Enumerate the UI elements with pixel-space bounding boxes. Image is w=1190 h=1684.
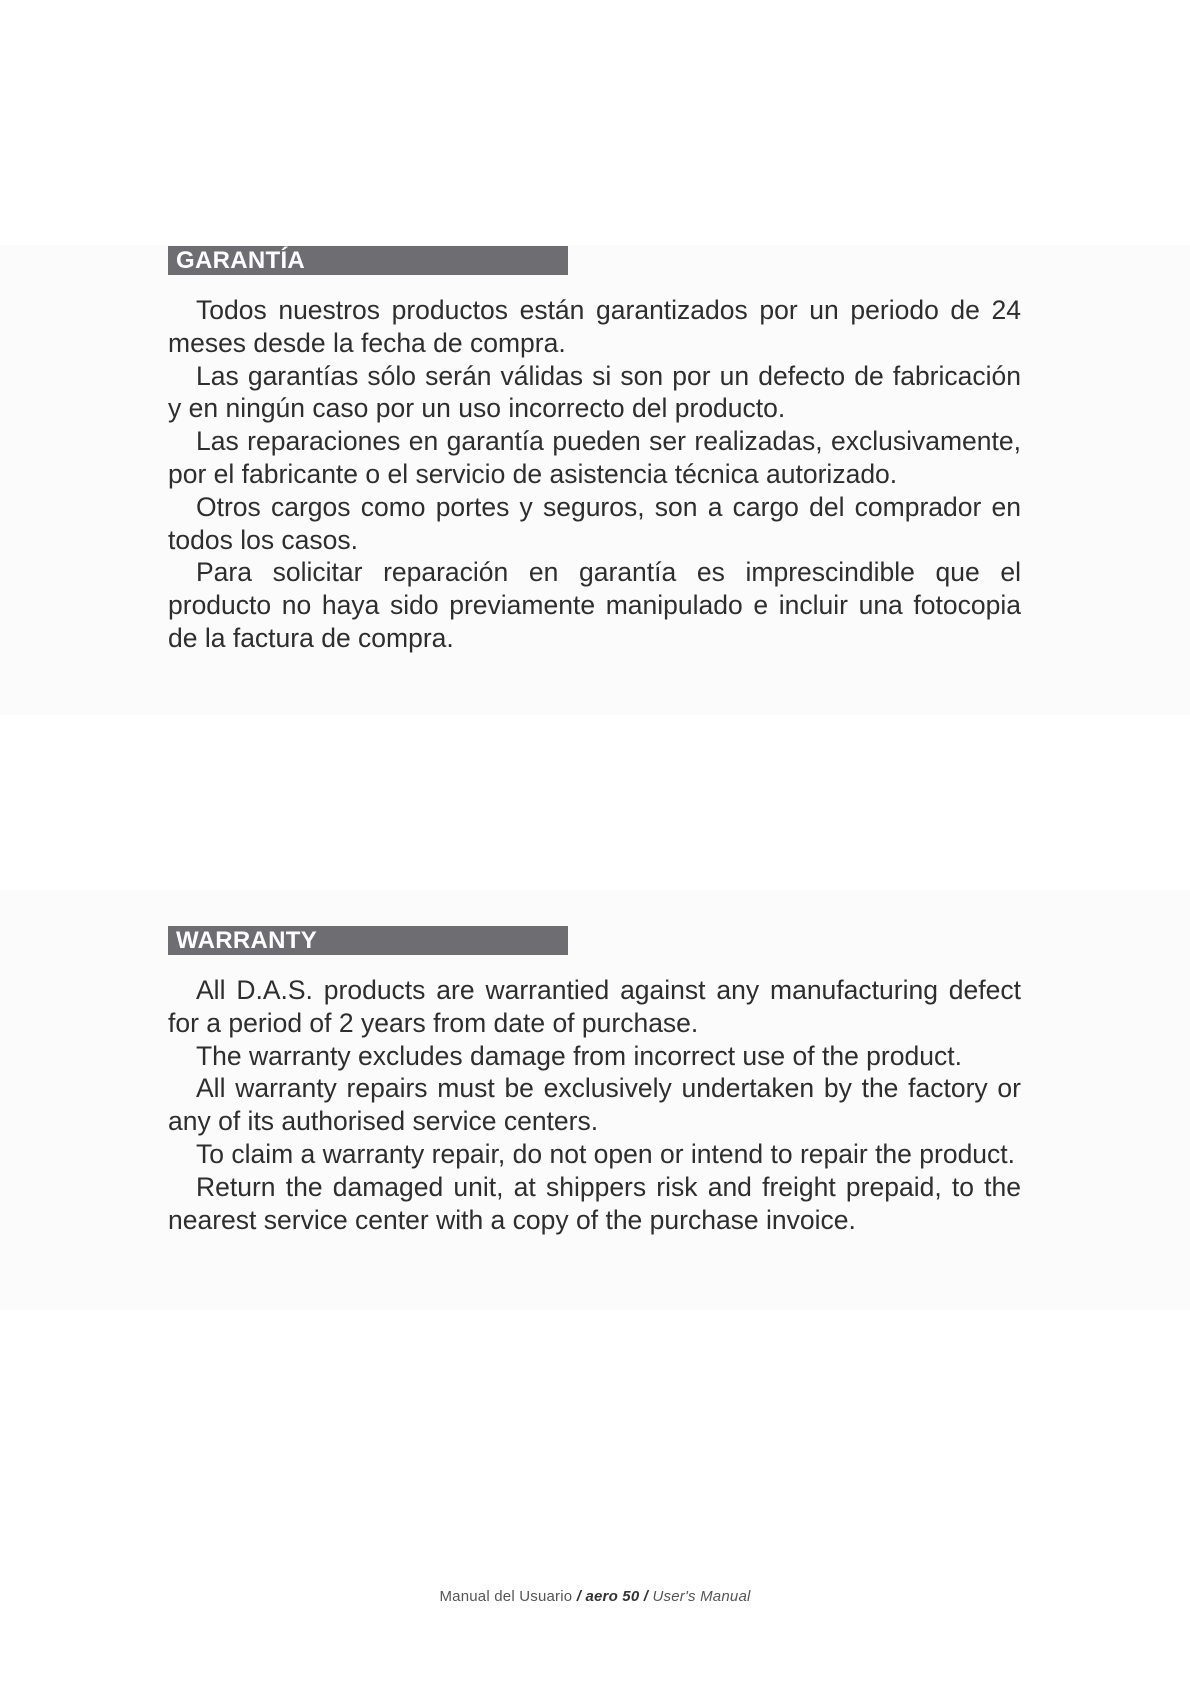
- garantia-paragraph-2: Las garantías sólo serán válidas si son por un defecto de fabricación y en ningún caso por un uso incorrecto del producto.: [168, 360, 1021, 424]
- warranty-paragraph-3: All warranty repairs must be exclusively undertaken by the factory or any of its authorised service centers.: [168, 1073, 1021, 1137]
- footer-manual-en: User's Manual: [652, 1588, 751, 1605]
- footer-model: aero 50: [585, 1588, 640, 1605]
- garantia-paragraph-5: Para solicitar reparación en garantía es imprescindible que el producto no haya sido previamente manipulado e incluir una fotocopia de la factura de compra.: [168, 557, 1021, 653]
- warranty-paragraph-4: To claim a warranty repair, do not open or intend to repair the product.: [196, 1138, 1016, 1169]
- garantia-section: [168, 246, 1021, 655]
- warranty-paragraph-1: All D.A.S. products are warrantied against any manufacturing defect for a period of 2 years from date of purchase.: [168, 975, 1021, 1038]
- warranty-paragraph-5: Return the damaged unit, at shippers risk and freight prepaid, to the nearest service center with a copy of the purchase invoice.: [168, 1171, 1021, 1235]
- warranty-section: [168, 926, 1021, 1236]
- footer-separator-2: /: [643, 1588, 649, 1605]
- warranty-heading: WARRANTY: [168, 926, 568, 955]
- footer-separator-1: /: [576, 1588, 582, 1605]
- garantia-heading: GARANTÍA: [168, 246, 568, 275]
- garantia-paragraph-1: Todos nuestros productos están garantizados por un periodo de 24 meses desde la fecha de compra.: [168, 295, 1021, 358]
- page-footer: [0, 1588, 1190, 1605]
- garantia-body: [168, 294, 1021, 655]
- footer-manual-es: Manual del Usuario: [439, 1588, 573, 1605]
- garantia-paragraph-4: Otros cargos como portes y seguros, son a cargo del comprador en todos los casos.: [168, 491, 1021, 555]
- garantia-paragraph-3: Las reparaciones en garantía pueden ser realizadas, exclusivamente, por el fabricante o el servicio de asistencia técnica autorizado.: [168, 426, 1021, 489]
- warranty-body: [168, 974, 1021, 1236]
- warranty-paragraph-2: The warranty excludes damage from incorrect use of the product.: [196, 1040, 962, 1071]
